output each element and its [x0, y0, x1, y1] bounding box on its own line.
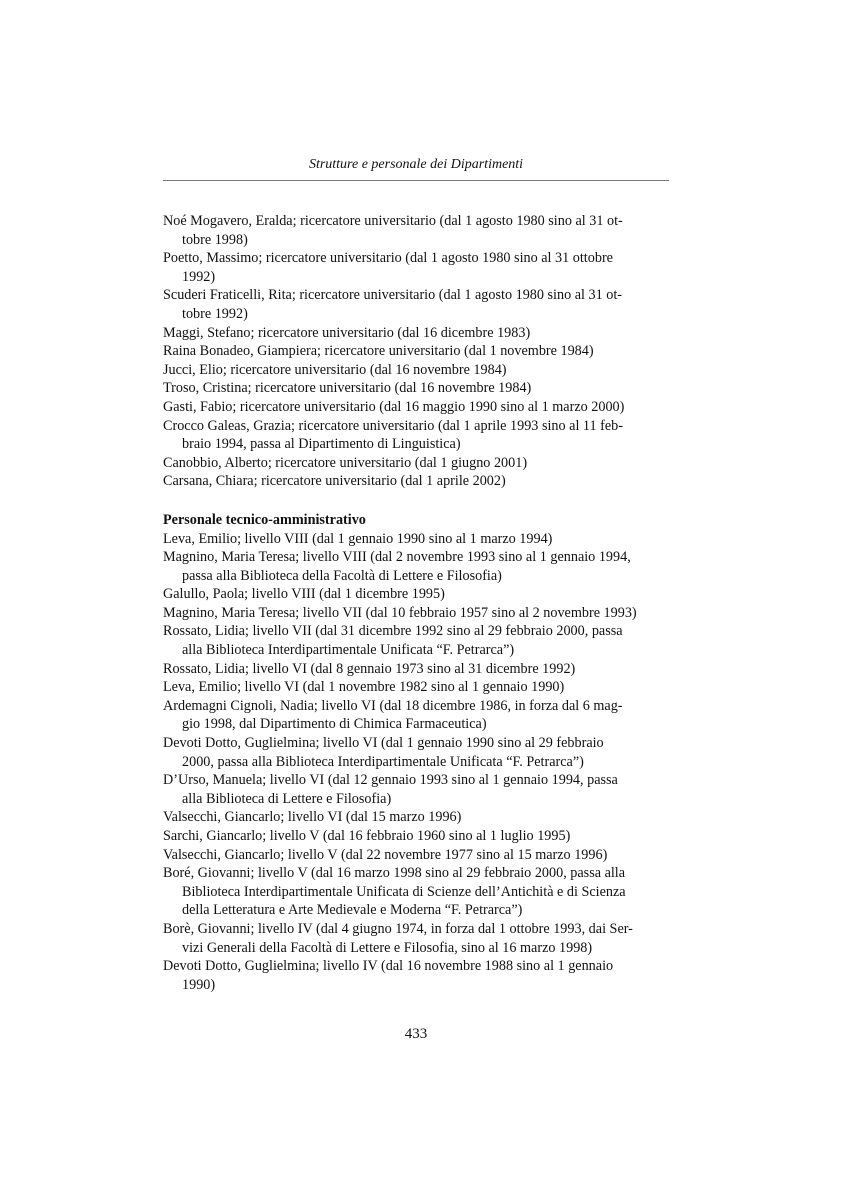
- entry-line: Crocco Galeas, Grazia; ricercatore universitario (dal 1 aprile 1993 sino al 11 feb-: [163, 417, 623, 434]
- entry-line: Troso, Cristina; ricercatore universitario (dal 16 novembre 1984): [163, 380, 532, 397]
- header-rule: [163, 180, 669, 181]
- list-entry: [163, 472, 669, 491]
- entry-continuation-line: braio 1994, passa al Dipartimento di Linguistica): [182, 436, 461, 453]
- list-entry: [163, 379, 669, 398]
- entry-continuation-line: alla Biblioteca Interdipartimentale Unificata “F. Petrarca”): [182, 642, 515, 659]
- list-entry: [163, 212, 669, 249]
- researchers-list: [163, 212, 669, 491]
- entry-continuation-line: 1990): [182, 976, 216, 993]
- entry-line: Canobbio, Alberto; ricercatore universitario (dal 1 giugno 2001): [163, 454, 528, 471]
- entry-line: Ardemagni Cignoli, Nadia; livello VI (dal 18 dicembre 1986, in forza dal 6 mag-: [163, 697, 623, 714]
- entry-continuation-line: gio 1998, dal Dipartimento di Chimica Farmaceutica): [182, 716, 487, 733]
- list-entry: [163, 548, 669, 585]
- section-heading-staff: Personale tecnico-amministrativo: [163, 511, 366, 528]
- entry-continuation-line: 1992): [182, 268, 216, 285]
- entry-line: Rossato, Lidia; livello VII (dal 31 dicembre 1992 sino al 29 febbraio 2000, passa: [163, 623, 623, 640]
- entry-continuation-line: vizi Generali della Facoltà di Lettere e Filosofia, sino al 16 marzo 1998): [182, 939, 593, 956]
- list-entry: [163, 622, 669, 659]
- entry-line: Devoti Dotto, Guglielmina; livello IV (dal 16 novembre 1988 sino al 1 gennaio: [163, 958, 614, 975]
- entry-line: Rossato, Lidia; livello VI (dal 8 gennaio 1973 sino al 31 dicembre 1992): [163, 660, 576, 677]
- list-entry: [163, 827, 669, 846]
- entry-line: Magnino, Maria Teresa; livello VIII (dal 2 novembre 1993 sino al 1 gennaio 1994,: [163, 549, 631, 566]
- entry-line: Noé Mogavero, Eralda; ricercatore universitario (dal 1 agosto 1980 sino al 31 ot-: [163, 213, 623, 229]
- entry-line: Poetto, Massimo; ricercatore universitario (dal 1 agosto 1980 sino al 31 ottobre: [163, 250, 613, 267]
- list-entry: [163, 771, 669, 808]
- entry-line: Raina Bonadeo, Giampiera; ricercatore universitario (dal 1 novembre 1984): [163, 343, 594, 360]
- entry-continuation-line: 2000, passa alla Biblioteca Interdipartimentale Unificata “F. Petrarca”): [182, 753, 584, 770]
- list-entry: [163, 604, 669, 623]
- entry-line: Magnino, Maria Teresa; livello VII (dal 10 febbraio 1957 sino al 2 novembre 1993): [163, 604, 637, 621]
- list-entry: [163, 697, 669, 734]
- list-entry: [163, 361, 669, 380]
- list-entry: [163, 678, 669, 697]
- running-header: Strutture e personale dei Dipartimenti: [308, 157, 524, 172]
- list-entry: [163, 864, 669, 920]
- entry-line: D’Urso, Manuela; livello VI (dal 12 gennaio 1993 sino al 1 gennaio 1994, passa: [163, 772, 618, 789]
- list-entry: [163, 530, 669, 549]
- entry-line: Sarchi, Giancarlo; livello V (dal 16 febbraio 1960 sino al 1 luglio 1995): [163, 828, 571, 844]
- list-entry: [163, 808, 669, 827]
- list-entry: [163, 249, 669, 286]
- entry-line: Leva, Emilio; livello VI (dal 1 novembre 1982 sino al 1 gennaio 1990): [163, 679, 565, 696]
- entry-line: Carsana, Chiara; ricercatore universitario (dal 1 aprile 2002): [163, 473, 506, 490]
- entry-continuation-line: della Letteratura e Arte Medievale e Moderna “F. Petrarca”): [182, 902, 523, 919]
- entry-continuation-line: tobre 1998): [182, 231, 248, 248]
- entry-line: Scuderi Fraticelli, Rita; ricercatore universitario (dal 1 agosto 1980 sino al 31 ot-: [163, 287, 622, 304]
- list-entry: [163, 957, 669, 994]
- entry-line: Boré, Giovanni; livello V (dal 16 marzo 1998 sino al 29 febbraio 2000, passa alla: [163, 865, 626, 882]
- entry-continuation-line: passa alla Biblioteca della Facoltà di Lettere e Filosofia): [182, 567, 502, 584]
- entry-continuation-line: alla Biblioteca di Lettere e Filosofia): [182, 790, 392, 807]
- list-entry: [163, 846, 669, 865]
- list-entry: [163, 342, 669, 361]
- staff-list: [163, 530, 669, 995]
- list-entry: [163, 660, 669, 679]
- entry-line: Borè, Giovanni; livello IV (dal 4 giugno 1974, in forza dal 1 ottobre 1993, dai Ser-: [163, 920, 633, 937]
- entry-line: Gasti, Fabio; ricercatore universitario (dal 16 maggio 1990 sino al 1 marzo 2000): [163, 398, 625, 415]
- entry-line: Leva, Emilio; livello VIII (dal 1 gennaio 1990 sino al 1 marzo 1994): [163, 530, 553, 547]
- entry-continuation-line: Biblioteca Interdipartimentale Unificata di Scienze dell’Antichità e di Scienza: [182, 883, 626, 900]
- entry-line: Devoti Dotto, Guglielmina; livello VI (dal 1 gennaio 1990 sino al 29 febbraio: [163, 735, 604, 752]
- list-entry: [163, 324, 669, 343]
- entry-line: Galullo, Paola; livello VIII (dal 1 dicembre 1995): [163, 586, 445, 603]
- list-entry: [163, 734, 669, 771]
- page-body: [163, 212, 669, 994]
- list-entry: [163, 454, 669, 473]
- entry-line: Jucci, Elio; ricercatore universitario (dal 16 novembre 1984): [163, 361, 507, 378]
- list-entry: [163, 920, 669, 957]
- list-entry: [163, 398, 669, 417]
- page-number: 433: [404, 1026, 428, 1042]
- entry-line: Maggi, Stefano; ricercatore universitario (dal 16 dicembre 1983): [163, 324, 531, 341]
- entry-continuation-line: tobre 1992): [182, 305, 248, 322]
- section-gap: [163, 491, 669, 511]
- list-entry: [163, 286, 669, 323]
- entry-line: Valsecchi, Giancarlo; livello V (dal 22 novembre 1977 sino al 15 marzo 1996): [163, 846, 608, 863]
- list-entry: [163, 585, 669, 604]
- entry-line: Valsecchi, Giancarlo; livello VI (dal 15 marzo 1996): [163, 809, 462, 826]
- list-entry: [163, 417, 669, 454]
